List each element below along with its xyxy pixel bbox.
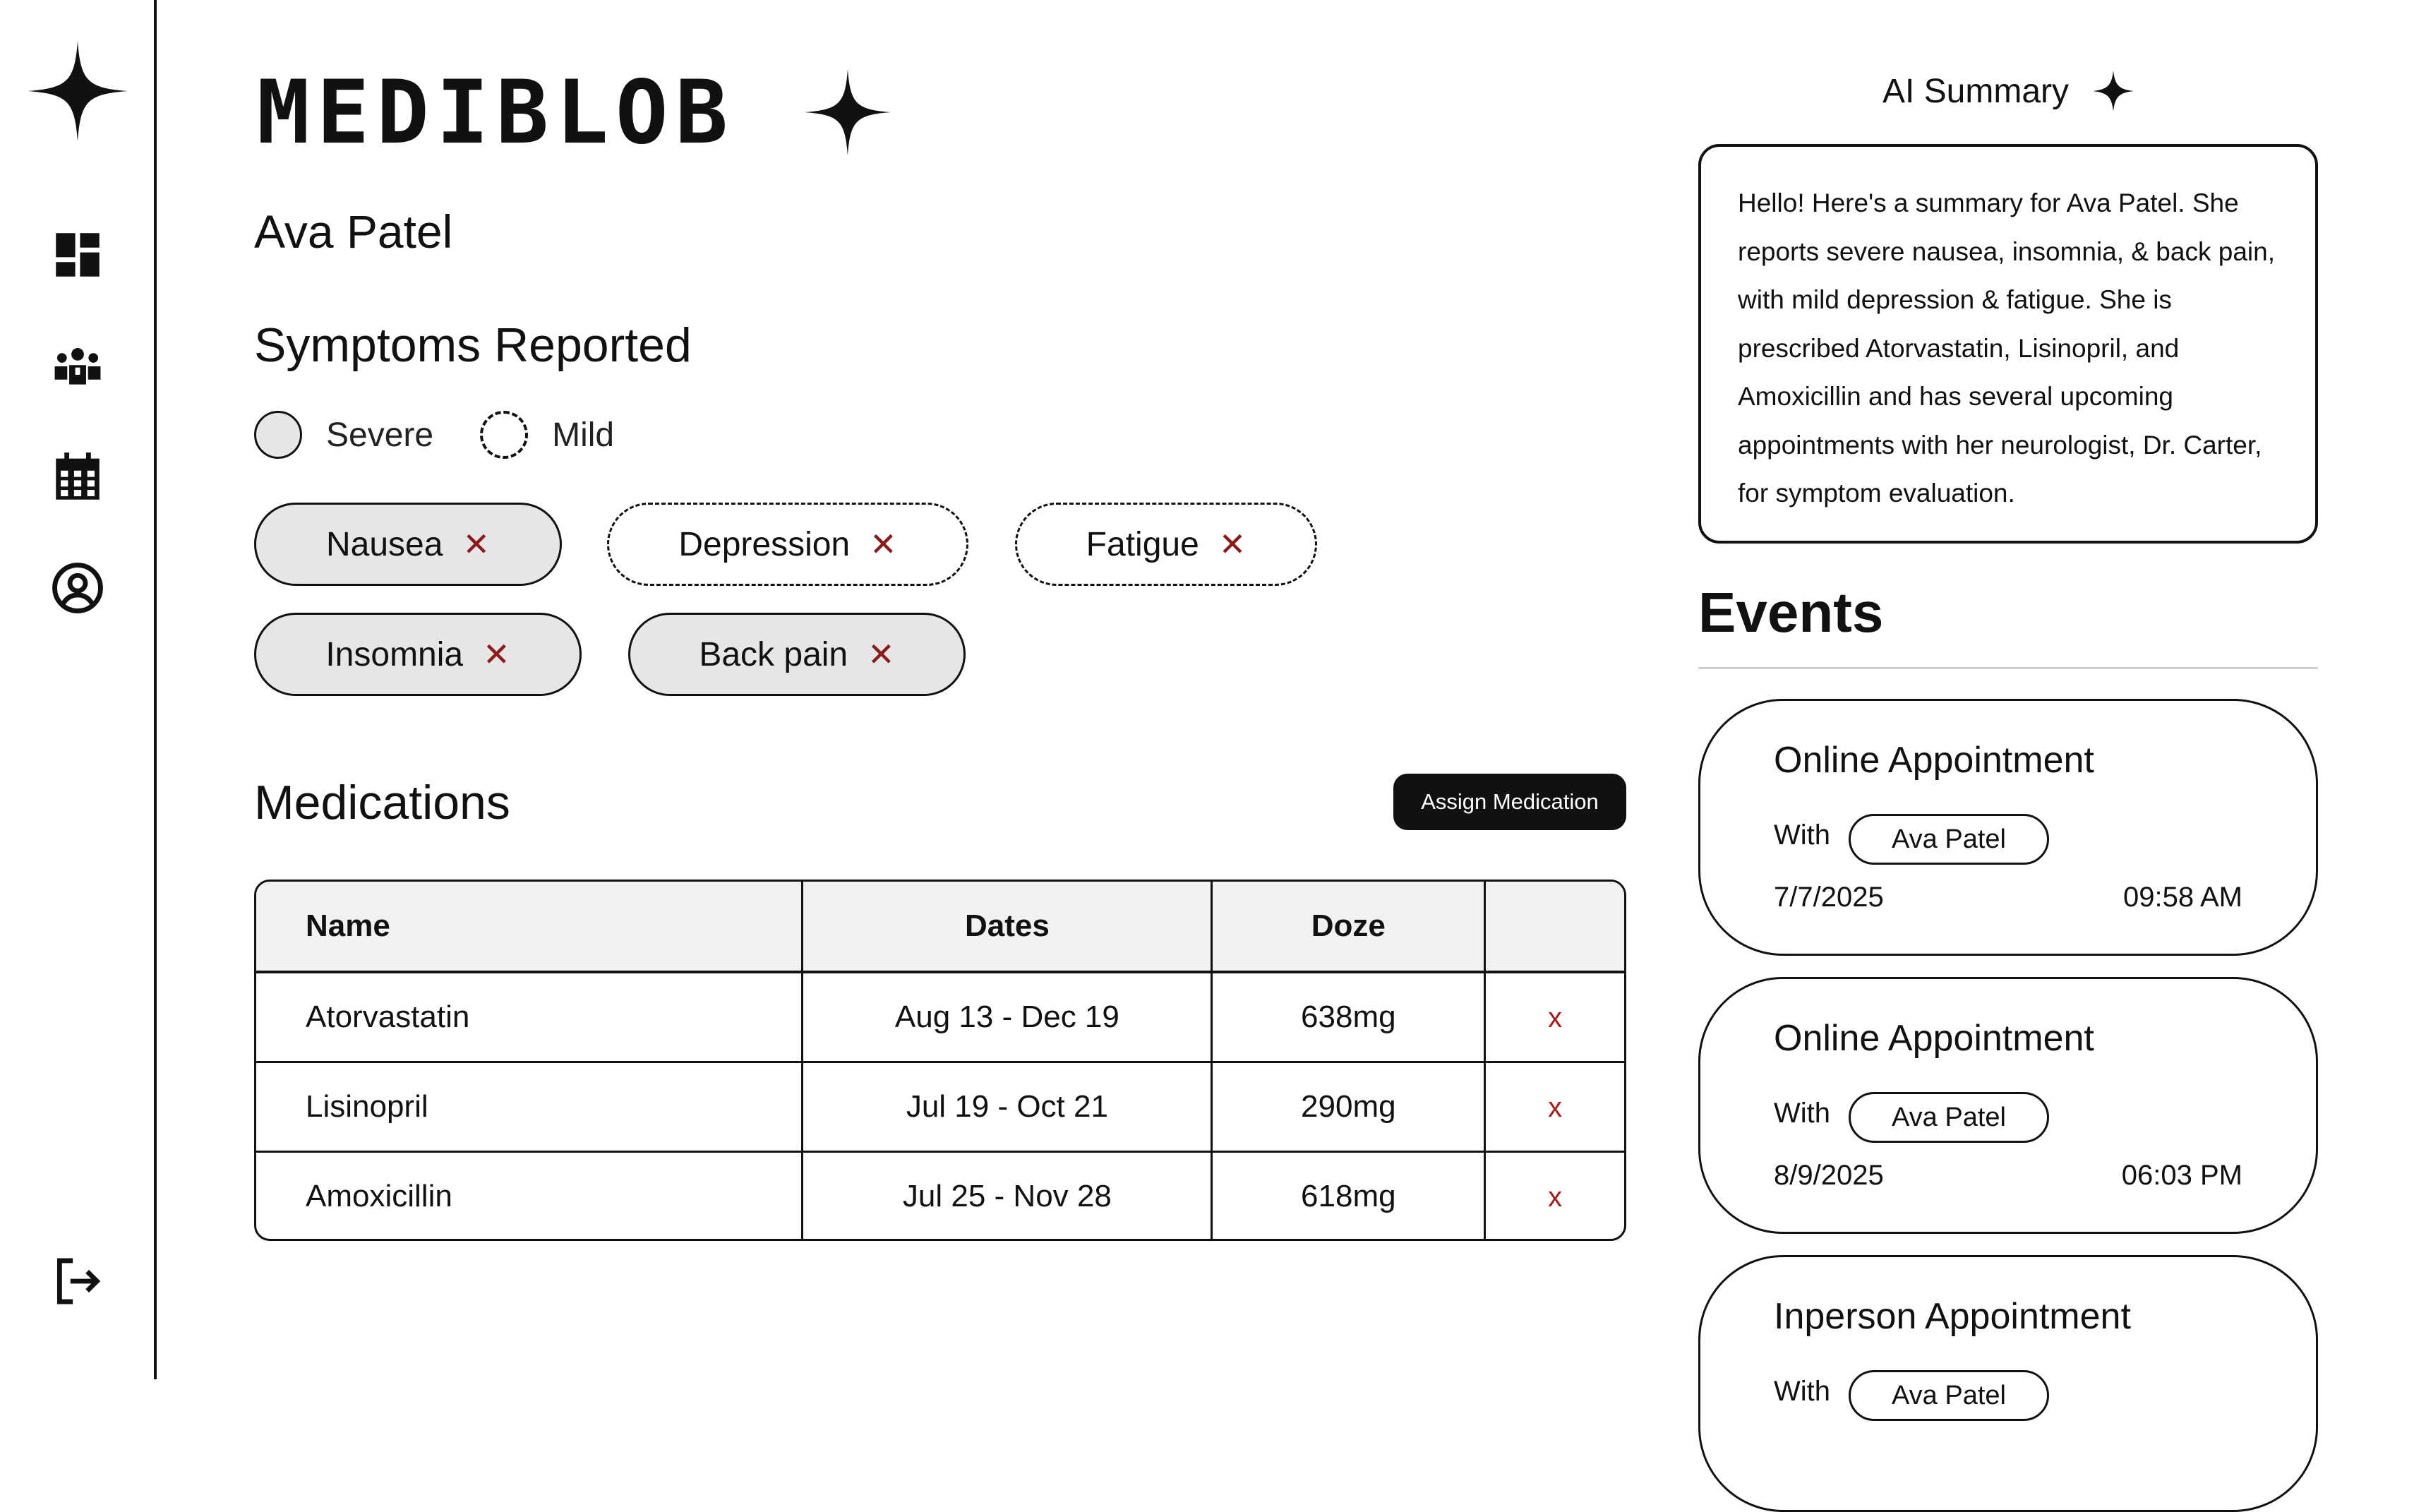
logout-button[interactable] — [49, 1252, 107, 1310]
event-date: 7/7/2025 — [1774, 882, 1884, 913]
ai-summary-title: AI Summary — [1882, 72, 2070, 110]
remove-symptom-icon[interactable]: ✕ — [483, 636, 510, 673]
event-date: 8/9/2025 — [1774, 1160, 1884, 1191]
symptom-chip-depression — [607, 503, 968, 586]
table-row — [256, 972, 1624, 1062]
legend-severe-label: Severe — [326, 416, 434, 454]
calendar-icon — [49, 449, 107, 507]
event-card[interactable] — [1698, 699, 2318, 956]
symptom-chip-insomnia — [254, 613, 582, 696]
column-header-actions — [1485, 882, 1624, 972]
remove-symptom-icon[interactable]: ✕ — [867, 636, 895, 673]
event-title: Inperson Appointment — [1774, 1296, 2131, 1337]
symptom-chip-fatigue — [1015, 503, 1317, 586]
sparkle-icon — [2093, 71, 2134, 112]
profile-icon — [49, 559, 107, 617]
severe-indicator — [254, 411, 302, 459]
mild-indicator — [480, 411, 528, 459]
medication-dates: Jul 19 - Oct 21 — [803, 1062, 1212, 1151]
brand-logo — [257, 62, 735, 164]
event-card[interactable] — [1698, 977, 2318, 1234]
remove-medication-cell — [1485, 1151, 1624, 1241]
symptom-label: Back pain — [699, 635, 848, 673]
medication-doze: 290mg — [1212, 1062, 1485, 1151]
event-participant-pill: Ava Patel — [1849, 1370, 2049, 1421]
sparkle-logo-icon — [28, 41, 128, 141]
medication-doze: 618mg — [1212, 1151, 1485, 1241]
event-title: Online Appointment — [1774, 740, 2094, 781]
table-row — [256, 1151, 1624, 1241]
table-header-row — [256, 882, 1624, 972]
sidebar-item-patients[interactable] — [49, 337, 107, 395]
sparkle-icon — [805, 69, 891, 155]
ai-summary-text: Hello! Here's a summary for Ava Patel. She reports severe nausea, insomnia, & back pain, with mild depression & fatigue. She is prescribed Atorvastatin, Lisinopril, and Amoxicillin and has several upcoming appointments with her neurologist, Dr. Carter, for symptom evaluation. — [1738, 188, 2275, 508]
brand-wordmark: MEDIBLOB — [257, 62, 735, 164]
event-with-label: With — [1774, 1098, 1830, 1129]
dashboard-icon — [49, 226, 107, 284]
medication-doze: 638mg — [1212, 972, 1485, 1062]
column-header-name: Name — [256, 882, 803, 972]
logout-icon — [49, 1252, 107, 1310]
remove-medication-button[interactable]: x — [1548, 1002, 1563, 1033]
sidebar-item-dashboard[interactable] — [49, 226, 107, 284]
events-divider — [1698, 667, 2318, 669]
remove-medication-button[interactable]: x — [1548, 1091, 1563, 1123]
medication-name: Atorvastatin — [256, 972, 803, 1062]
medication-name: Lisinopril — [256, 1062, 803, 1151]
symptom-label: Depression — [678, 525, 851, 563]
event-card[interactable] — [1698, 1255, 2318, 1512]
remove-medication-cell — [1485, 1062, 1624, 1151]
event-participant-pill: Ava Patel — [1849, 1092, 2049, 1143]
medication-dates: Aug 13 - Dec 19 — [803, 972, 1212, 1062]
remove-symptom-icon[interactable]: ✕ — [462, 526, 490, 563]
remove-symptom-icon[interactable]: ✕ — [1218, 526, 1247, 563]
event-with-label: With — [1774, 820, 1830, 851]
symptom-label: Nausea — [326, 525, 443, 563]
ai-summary-box — [1698, 144, 2318, 544]
medication-name: Amoxicillin — [256, 1151, 803, 1241]
remove-medication-cell — [1485, 972, 1624, 1062]
event-with-label: With — [1774, 1376, 1830, 1407]
sidebar-item-calendar[interactable] — [49, 449, 107, 507]
event-time: 06:03 PM — [2121, 1160, 2242, 1191]
legend-mild-label: Mild — [552, 416, 615, 454]
medications-title: Medications — [254, 776, 510, 829]
event-title: Online Appointment — [1774, 1018, 2094, 1059]
symptom-label: Insomnia — [325, 635, 464, 673]
sidebar — [0, 0, 157, 1379]
patients-icon — [49, 337, 107, 395]
ai-summary-header — [1698, 69, 2318, 113]
event-time: 09:58 AM — [2122, 882, 2242, 913]
patient-name: Ava Patel — [254, 205, 453, 258]
sidebar-item-profile[interactable] — [49, 559, 107, 617]
remove-medication-button[interactable]: x — [1548, 1182, 1563, 1213]
remove-symptom-icon[interactable]: ✕ — [870, 526, 897, 563]
symptoms-title: Symptoms Reported — [254, 318, 692, 372]
table-row — [256, 1062, 1624, 1151]
symptom-chip-back-pain — [628, 613, 966, 696]
column-header-doze: Doze — [1212, 882, 1485, 972]
symptom-chip-nausea — [254, 503, 562, 586]
events-title: Events — [1698, 581, 1884, 644]
medications-table — [254, 880, 1626, 1241]
column-header-dates: Dates — [803, 882, 1212, 972]
symptom-label: Fatigue — [1086, 525, 1199, 563]
assign-medication-button[interactable]: Assign Medication — [1393, 774, 1626, 830]
medication-dates: Jul 25 - Nov 28 — [803, 1151, 1212, 1241]
severity-legend — [254, 411, 661, 459]
event-participant-pill: Ava Patel — [1849, 814, 2049, 865]
